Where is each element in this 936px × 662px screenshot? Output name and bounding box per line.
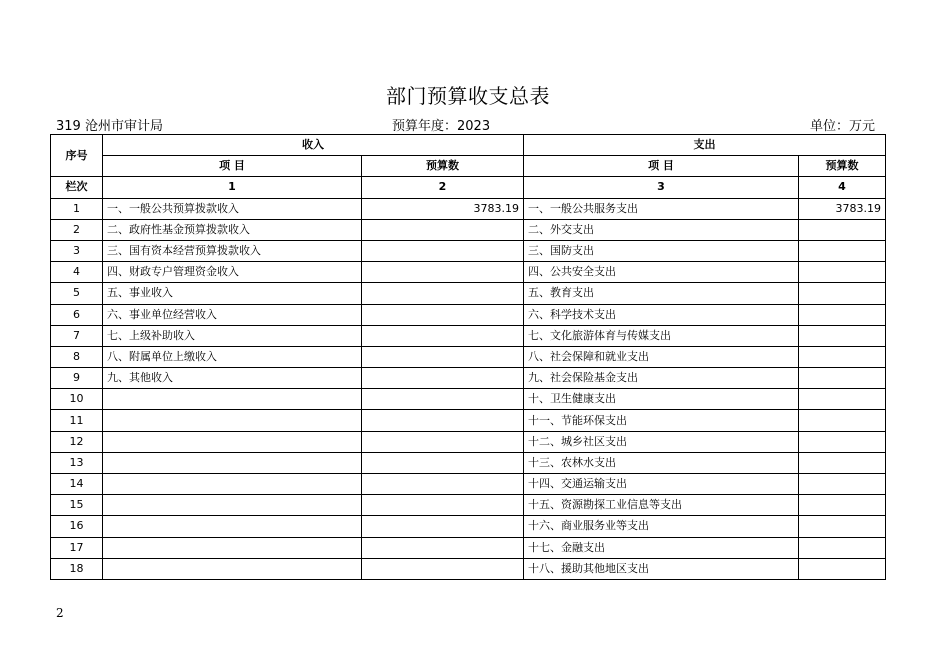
income-amount — [362, 219, 524, 240]
table-row — [51, 219, 886, 240]
table-row — [51, 558, 886, 579]
income-item: 三、国有资本经营预算拨款收入 — [103, 240, 362, 261]
table-body — [51, 135, 886, 580]
income-amount — [362, 452, 524, 473]
table-row — [51, 410, 886, 431]
expense-item: 十、卫生健康支出 — [524, 389, 799, 410]
expense-amount — [799, 262, 886, 283]
expense-item: 十六、商业服务业等支出 — [524, 516, 799, 537]
row-number: 7 — [51, 325, 103, 346]
income-amount: 3783.19 — [362, 198, 524, 219]
income-amount — [362, 325, 524, 346]
expense-item: 三、国防支出 — [524, 240, 799, 261]
income-item — [103, 410, 362, 431]
header-income-budget: 预算数 — [362, 156, 524, 177]
expense-item: 十五、资源勘探工业信息等支出 — [524, 495, 799, 516]
row-number: 6 — [51, 304, 103, 325]
table-row — [51, 262, 886, 283]
income-amount — [362, 537, 524, 558]
expense-amount — [799, 304, 886, 325]
row-number: 11 — [51, 410, 103, 431]
expense-item: 九、社会保险基金支出 — [524, 368, 799, 389]
row-number: 8 — [51, 346, 103, 367]
income-item: 八、附属单位上缴收入 — [103, 346, 362, 367]
table-row — [51, 304, 886, 325]
expense-item: 六、科学技术支出 — [524, 304, 799, 325]
income-amount — [362, 516, 524, 537]
income-item — [103, 516, 362, 537]
table-row — [51, 516, 886, 537]
income-amount — [362, 389, 524, 410]
income-amount — [362, 368, 524, 389]
expense-item: 十七、金融支出 — [524, 537, 799, 558]
expense-amount — [799, 346, 886, 367]
expense-amount — [799, 283, 886, 304]
table-row — [51, 368, 886, 389]
expense-amount — [799, 558, 886, 579]
expense-amount — [799, 537, 886, 558]
expense-amount — [799, 410, 886, 431]
income-item: 六、事业单位经营收入 — [103, 304, 362, 325]
expense-amount — [799, 495, 886, 516]
header-income-item: 项 目 — [103, 156, 362, 177]
table-row — [51, 537, 886, 558]
income-amount — [362, 304, 524, 325]
table-row — [51, 346, 886, 367]
row-number: 15 — [51, 495, 103, 516]
expense-amount — [799, 240, 886, 261]
expense-item: 十二、城乡社区支出 — [524, 431, 799, 452]
income-amount — [362, 474, 524, 495]
row-number: 16 — [51, 516, 103, 537]
header-seq: 序号 — [51, 135, 103, 177]
table-row — [51, 240, 886, 261]
expense-amount — [799, 516, 886, 537]
expense-amount: 3783.19 — [799, 198, 886, 219]
income-item — [103, 452, 362, 473]
income-item: 一、一般公共预算拨款收入 — [103, 198, 362, 219]
expense-amount — [799, 219, 886, 240]
table-row — [51, 452, 886, 473]
table-row — [51, 283, 886, 304]
expense-item: 五、教育支出 — [524, 283, 799, 304]
column-index-3: 3 — [524, 177, 799, 198]
row-number: 12 — [51, 431, 103, 452]
expense-amount — [799, 431, 886, 452]
expense-item: 一、一般公共服务支出 — [524, 198, 799, 219]
column-index-1: 1 — [103, 177, 362, 198]
header-expense-item: 项 目 — [524, 156, 799, 177]
income-item: 二、政府性基金预算拨款收入 — [103, 219, 362, 240]
income-amount — [362, 346, 524, 367]
expense-amount — [799, 474, 886, 495]
income-item: 五、事业收入 — [103, 283, 362, 304]
row-number: 14 — [51, 474, 103, 495]
expense-item: 十四、交通运输支出 — [524, 474, 799, 495]
expense-item: 十三、农林水支出 — [524, 452, 799, 473]
header-row-group — [51, 135, 886, 156]
column-index-4: 4 — [799, 177, 886, 198]
table-row — [51, 198, 886, 219]
row-number: 10 — [51, 389, 103, 410]
column-index-2: 2 — [362, 177, 524, 198]
income-amount — [362, 240, 524, 261]
income-item — [103, 537, 362, 558]
row-number: 2 — [51, 219, 103, 240]
table-row — [51, 495, 886, 516]
income-item: 七、上级补助收入 — [103, 325, 362, 346]
row-number: 17 — [51, 537, 103, 558]
income-item — [103, 495, 362, 516]
expense-amount — [799, 389, 886, 410]
header-expense-budget: 预算数 — [799, 156, 886, 177]
income-item — [103, 389, 362, 410]
column-index-label: 栏次 — [51, 177, 103, 198]
expense-amount — [799, 368, 886, 389]
row-number: 3 — [51, 240, 103, 261]
row-number: 18 — [51, 558, 103, 579]
table-row — [51, 431, 886, 452]
header-income: 收入 — [103, 135, 524, 156]
expense-item: 四、公共安全支出 — [524, 262, 799, 283]
income-item — [103, 431, 362, 452]
row-number: 13 — [51, 452, 103, 473]
table-row — [51, 389, 886, 410]
income-item — [103, 558, 362, 579]
income-amount — [362, 495, 524, 516]
table-row — [51, 474, 886, 495]
income-item: 四、财政专户管理资金收入 — [103, 262, 362, 283]
unit-code: 319 沧州市审计局 — [56, 119, 163, 134]
income-amount — [362, 431, 524, 452]
expense-amount — [799, 452, 886, 473]
page-title: 部门预算收支总表 — [386, 84, 550, 108]
income-amount — [362, 262, 524, 283]
header-expense: 支出 — [524, 135, 886, 156]
expense-item: 十八、援助其他地区支出 — [524, 558, 799, 579]
row-number: 5 — [51, 283, 103, 304]
income-amount — [362, 410, 524, 431]
table-row — [51, 325, 886, 346]
expense-item: 二、外交支出 — [524, 219, 799, 240]
row-number: 4 — [51, 262, 103, 283]
expense-item: 七、文化旅游体育与传媒支出 — [524, 325, 799, 346]
expense-item: 十一、节能环保支出 — [524, 410, 799, 431]
budget-summary-table — [50, 134, 886, 580]
currency-unit: 单位：万元 — [810, 119, 876, 134]
row-number: 1 — [51, 198, 103, 219]
row-number: 9 — [51, 368, 103, 389]
expense-amount — [799, 325, 886, 346]
income-item: 九、其他收入 — [103, 368, 362, 389]
income-amount — [362, 283, 524, 304]
page-number: 2 — [56, 606, 64, 620]
budget-year: 预算年度：2023 — [392, 119, 491, 134]
income-amount — [362, 558, 524, 579]
column-index-row — [51, 177, 886, 198]
header-row-sub — [51, 156, 886, 177]
expense-item: 八、社会保障和就业支出 — [524, 346, 799, 367]
income-item — [103, 474, 362, 495]
